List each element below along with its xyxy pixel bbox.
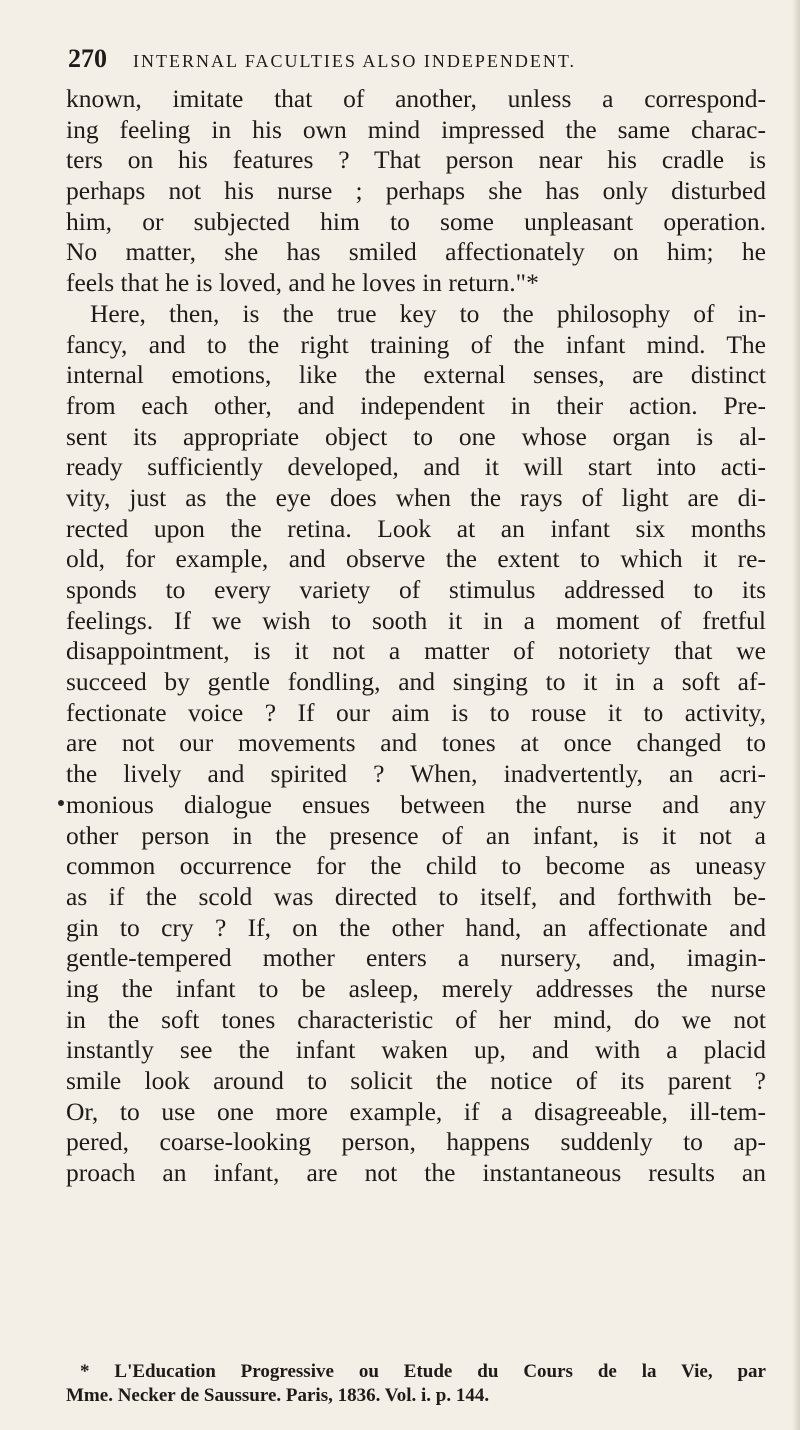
text-line: ready sufficiently developed, and it will start into acti-: [66, 452, 766, 482]
paragraph-start-line: Here, then, is the true key to the philosophy of in-: [90, 298, 766, 328]
text-line: sponds to every variety of stimulus addressed to its: [66, 575, 766, 604]
text-line: feels that he is loved, and he loves in return."*: [66, 268, 539, 298]
text-line: internal emotions, like the external senses, are distinct: [66, 360, 766, 390]
text-line: feelings. If we wish to sooth it in a moment of fretful: [66, 605, 766, 635]
text-line: known, imitate that of another, unless a correspond-: [66, 84, 766, 113]
text-line: from each other, and independent in their action. Pre-: [66, 390, 766, 420]
text-line: perhaps not his nurse ; perhaps she has only disturbed: [66, 176, 766, 206]
page-header: [68, 44, 768, 80]
text-line: the lively and spirited ? When, inadvertently, an acri-: [66, 759, 766, 789]
text-line: smile look around to solicit the notice of its parent ?: [66, 1066, 766, 1095]
text-line: proach an infant, are not the instantaneous results an: [66, 1158, 766, 1188]
text-line: ing feeling in his own mind impressed the same charac-: [66, 114, 766, 144]
footnote-line: * L'Education Progressive ou Etude du Cours de la Vie, par: [80, 1361, 766, 1382]
text-line: him, or subjected him to some unpleasant operation.: [66, 206, 766, 236]
text-line: gentle-tempered mother enters a nursery, and, imagin-: [66, 943, 766, 973]
text-line: old, for example, and observe the extent to which it re-: [66, 544, 766, 574]
text-line: rected upon the retina. Look at an infant six months: [66, 513, 766, 543]
text-line: vity, just as the eye does when the rays of light are di-: [66, 482, 766, 512]
page-number: 270: [68, 44, 107, 73]
running-head: INTERNAL FACULTIES ALSO INDEPENDENT.: [133, 51, 576, 71]
text-line: ters on his features ? That person near his cradle is: [66, 145, 766, 175]
text-line: fectionate voice ? If our aim is to rouse it to activity,: [66, 697, 766, 727]
footnote-line: Mme. Necker de Saussure. Paris, 1836. Vol. i. p. 144.: [66, 1385, 490, 1406]
text-line: succeed by gentle fondling, and singing to it in a soft af-: [66, 667, 766, 697]
text-line: pered, coarse-looking person, happens suddenly to ap-: [66, 1127, 766, 1157]
body-text: [66, 84, 766, 1189]
ink-speck: [58, 800, 64, 806]
text-line: disappointment, is it not a matter of notoriety that we: [66, 636, 766, 666]
text-line: gin to cry ? If, on the other hand, an affectionate and: [66, 912, 766, 942]
text-line: No matter, she has smiled affectionately on him; he: [66, 237, 766, 267]
text-line: other person in the presence of an infant, is it not a: [66, 820, 766, 850]
text-line: as if the scold was directed to itself, and forthwith be-: [66, 881, 766, 911]
text-line: in the soft tones characteristic of her mind, do we not: [66, 1004, 766, 1034]
text-line: ing the infant to be asleep, merely addresses the nurse: [66, 973, 766, 1003]
text-line: common occurrence for the child to become as uneasy: [66, 851, 766, 881]
page-edge-shadow: [792, 0, 800, 1430]
text-line: are not our movements and tones at once changed to: [66, 728, 766, 758]
text-line: monious dialogue ensues between the nurse and any: [66, 789, 766, 819]
text-line: sent its appropriate object to one whose organ is al-: [66, 421, 766, 451]
footnote: [66, 1360, 766, 1408]
text-line: instantly see the infant waken up, and with a placid: [66, 1035, 766, 1065]
text-line: Or, to use one more example, if a disagreeable, ill-tem-: [66, 1096, 766, 1126]
text-line: fancy, and to the right training of the infant mind. The: [66, 329, 766, 359]
